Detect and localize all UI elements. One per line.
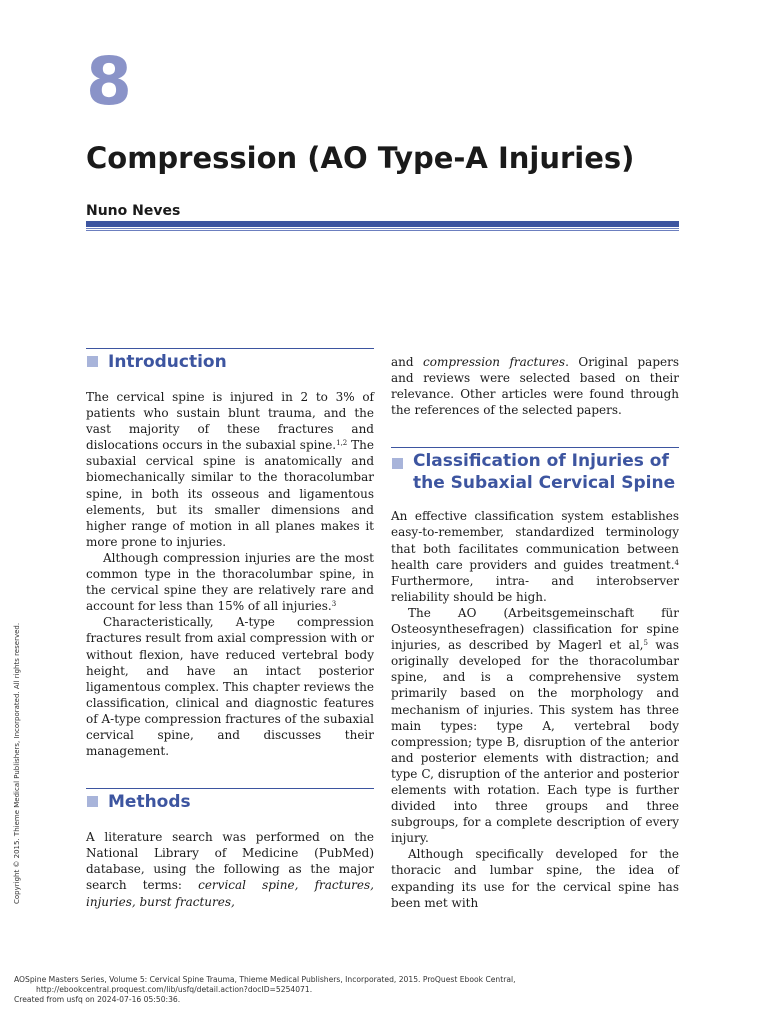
introduction-heading xyxy=(86,348,374,377)
right-column xyxy=(391,354,679,911)
introduction-heading-text: Introduction xyxy=(108,352,227,372)
methods-paragraph: A literature search was performed on the National Library of Medicine (PubMed) database, using the following as the major search terms: cervical spine, fractures, injuries, burst fractures, xyxy=(86,830,374,909)
methods-paragraph-continued: and compression fractures. Original papers and reviews were selected based on their relevance. Other articles were found through the references of the selected papers. xyxy=(391,355,679,418)
intro-paragraph-1: The cervical spine is injured in 2 to 3% of patients who sustain blunt trauma, and the vast majority of these fractures and dislocations occurs in the subaxial spine.$^{1,2}$ The subaxial cervical spine is anatomically and biomechanically similar to the thoracolumbar spine, in both its osseous and ligamentous elements, but its smaller dimensions and higher range of motion in all planes makes it more prone to injuries. xyxy=(86,390,374,549)
classification-heading xyxy=(391,447,679,498)
classification-paragraph-1: An effective classification system establishes easy-to-remember, standardized terminology that both facilitates communication between health care providers and guides treatment.$^4$ Furthermore, intra- and interobserver reliability should be high. xyxy=(391,509,679,604)
methods-heading xyxy=(86,788,374,817)
side-copyright-notice: Copyright © 2015. Thieme Medical Publishers, Incorporated. All rights reserved. xyxy=(13,622,21,904)
intro-paragraph-2: Although compression injuries are the most common type in the thoracolumbar spine, in the cervical spine they are relatively rare and account for less than 15% of all injuries.$^3$ xyxy=(86,550,374,614)
intro-paragraph-3: Characteristically, A-type compression fractures result from axial compression with or without flexion, have reduced vertebral body height, and have an intact posterior ligamentous complex. This chapter reviews the classification, clinical and diagnostic features of A-type compression fractures of the subaxial cervical spine, and discusses their management. xyxy=(86,615,374,759)
classification-heading-line-2: the Subaxial Cervical Spine xyxy=(413,473,676,494)
heading-square-icon xyxy=(392,458,403,469)
chapter-title: Compression (AO Type-A Injuries) xyxy=(86,141,635,175)
footer-line-1: AOSpine Masters Series, Volume 5: Cervical Spine Trauma, Thieme Medical Publishers, Incorporated, 2015. ProQuest Ebook Central, xyxy=(14,975,516,984)
left-column xyxy=(86,348,374,910)
chapter-author: Nuno Neves xyxy=(86,203,181,219)
page-footer xyxy=(14,975,754,1005)
classification-paragraph-2: The AO (Arbeitsgemeinschaft für Osteosynthesefragen) classification for spine injuries, as described by Magerl et al,$^5$ was originally developed for the thoracolumbar spine, and is a comprehensive system primarily based on the morphology and mechanism of injuries. This system has three main types: type A, vertebral body compression; type B, disruption of the anterior and posterior elements with distraction; and type C, disruption of the anterior and posterior elements with rotation. Each type is further divided into three groups and three subgroups, for a complete description of every injury. xyxy=(391,605,679,846)
footer-link[interactable]: http://ebookcentral.proquest.com/lib/usfq/detail.action?docID=5254071. xyxy=(36,985,313,994)
title-rule xyxy=(86,221,679,233)
methods-heading-text: Methods xyxy=(108,792,191,813)
chapter-number: 8 xyxy=(86,43,132,120)
classification-paragraph-3: Although specifically developed for the thoracic and lumbar spine, the idea of expanding its use for the cervical spine has been met with xyxy=(391,847,679,910)
classification-heading-line-1: Classification of Injuries of xyxy=(413,451,669,472)
heading-square-icon xyxy=(87,356,98,367)
footer-line-3: Created from usfq on 2024-07-16 05:50:36. xyxy=(14,995,181,1004)
heading-square-icon xyxy=(87,796,98,807)
